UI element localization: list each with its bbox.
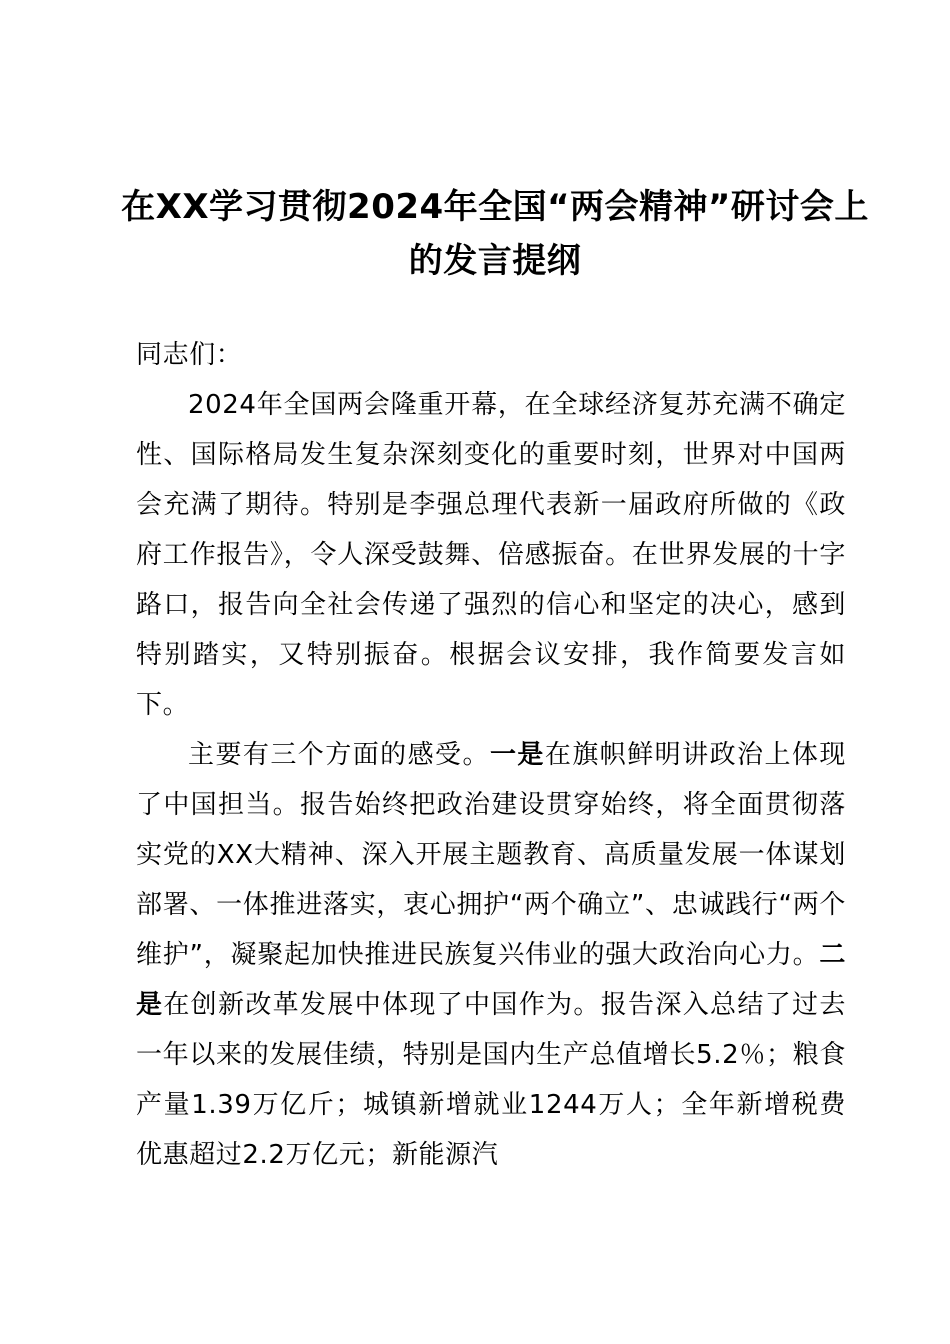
paragraph-intro: 主要有三个方面的感受。 [188, 740, 490, 770]
document-title: 在XX学习贯彻2024年全国“两会精神”研讨会上的发言提纲 [121, 187, 869, 281]
paragraph-opening: 2024年全国两会隆重开幕，在全球经济复苏充满不确定性、国际格局发生复杂深刻变化的重要时刻，世界对中国两会充满了期待。特别是李强总理代表新一届政府所做的《政府工作报告》，令人深受鼓舞、倍感振奋。在世界发展的十字路口，报告向全社会传递了强烈的信心和坚定的决心，感到特别踏实，又特别振奋。根据会议安排，我作简要发言如下。 [136, 390, 846, 720]
document-body [136, 330, 846, 1180]
point-2-text: 在创新改革发展中体现了中国作为。报告深入总结了过去一年以来的发展佳绩，特别是国内生产总值增长5.2％；粮食产量1.39万亿斤；城镇新增就业1244万人；全年新增税费优惠超过2.2万亿元；新能源汽 [136, 990, 846, 1170]
salutation: 同志们： [136, 340, 243, 370]
paragraph-feelings [136, 730, 846, 1180]
point-2-label: 二是 [136, 940, 846, 1020]
point-1-label: 一是 [489, 740, 545, 770]
point-1-text: 在旗帜鲜明讲政治上体现了中国担当。报告始终把政治建设贯穿始终，将全面贯彻落实党的XX大精神、深入开展主题教育、高质量发展一体谋划部署、一体推进落实，衷心拥护“两个确立”、忠诚践行“两个维护”，凝聚起加快推进民族复兴伟业的强大政治向心力。 [136, 740, 846, 970]
